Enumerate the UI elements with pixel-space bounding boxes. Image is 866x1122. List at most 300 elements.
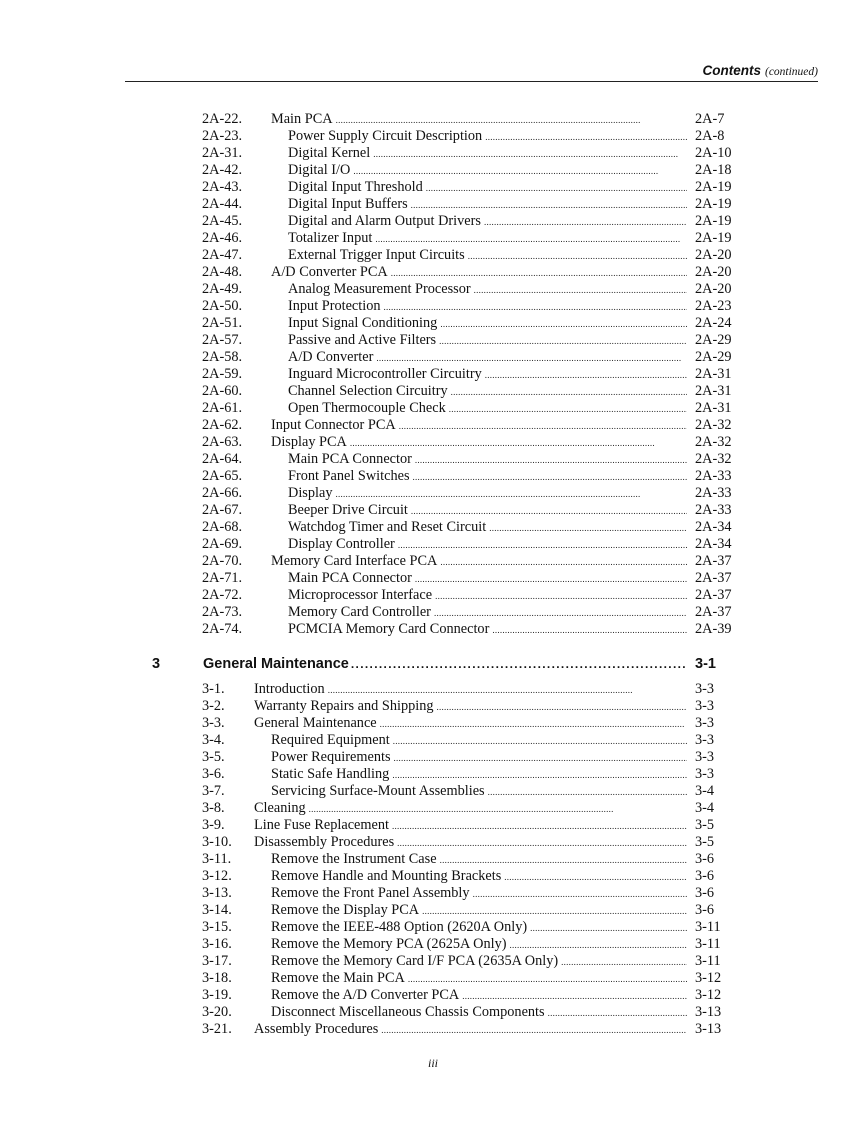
dot-leader	[309, 800, 687, 818]
toc-entry-text	[288, 570, 690, 588]
toc-entry-text	[288, 196, 690, 214]
toc-entry-title: Assembly Procedures	[254, 1021, 379, 1037]
toc-entry-text	[288, 281, 690, 299]
toc-entry-text	[254, 698, 690, 716]
toc-entry-page: 3-12	[695, 987, 722, 1003]
toc-entry-page: 3-3	[695, 715, 715, 731]
toc-entry-page: 2A-31	[695, 400, 732, 416]
dot-leader	[394, 749, 687, 767]
dot-leader	[373, 145, 687, 163]
dot-leader	[468, 247, 687, 265]
toc-entry-text	[254, 834, 690, 852]
toc-entry-text	[288, 247, 690, 265]
toc-entry-page: 2A-37	[695, 553, 732, 569]
toc-entry[interactable]	[0, 817, 866, 834]
toc-entry-page: 3-13	[695, 1004, 722, 1020]
toc-entry-page: 3-4	[695, 783, 715, 799]
toc-entry-title: Warranty Repairs and Shipping	[254, 698, 434, 714]
toc-entry[interactable]	[0, 987, 866, 1004]
toc-entry-page: 3-5	[695, 834, 715, 850]
toc-entry[interactable]	[0, 604, 866, 621]
toc-entry[interactable]	[0, 1021, 866, 1038]
toc-entry-text	[288, 400, 690, 418]
toc-entry-title: Disconnect Miscellaneous Chassis Components	[271, 1004, 545, 1020]
toc-entry-number: 2A-43.	[202, 179, 243, 195]
toc-entry-title: Display	[288, 485, 333, 501]
toc-entry-text	[288, 604, 690, 622]
toc-entry-text	[271, 919, 690, 937]
toc-entry[interactable]	[0, 349, 866, 366]
toc-entry[interactable]	[0, 834, 866, 851]
toc-entry-text	[271, 111, 690, 129]
toc-entry-page: 3-11	[695, 919, 721, 935]
toc-entry-number: 2A-70.	[202, 553, 243, 569]
toc-entry-page: 3-11	[695, 936, 721, 952]
toc-entry-title: Digital and Alarm Output Drivers	[288, 213, 481, 229]
toc-entry-text	[271, 970, 690, 988]
toc-entry-page: 2A-20	[695, 264, 732, 280]
toc-entry-title: A/D Converter PCA	[271, 264, 388, 280]
toc-entry-page: 3-11	[695, 953, 721, 969]
toc-entry-title: Memory Card Interface PCA	[271, 553, 438, 569]
toc-entry[interactable]	[0, 851, 866, 868]
toc-entry-title: Remove the IEEE-488 Option (2620A Only)	[271, 919, 528, 935]
toc-entry[interactable]	[0, 519, 866, 536]
toc-entry-page: 2A-34	[695, 519, 732, 535]
dot-leader	[440, 315, 687, 333]
toc-entry[interactable]	[0, 128, 866, 145]
dot-leader	[485, 128, 687, 146]
toc-entry-text	[288, 230, 690, 248]
dot-leader	[484, 213, 687, 231]
toc-entry-number: 2A-59.	[202, 366, 243, 382]
toc-entry-title: Digital I/O	[288, 162, 351, 178]
toc-entry-number: 2A-47.	[202, 247, 243, 263]
toc-entry-number: 2A-64.	[202, 451, 243, 467]
dot-leader	[397, 834, 687, 852]
chapter-page: 3-1	[695, 656, 716, 672]
dot-leader	[422, 902, 687, 920]
toc-entry[interactable]	[0, 681, 866, 698]
toc-entry-number: 2A-61.	[202, 400, 243, 416]
toc-entry-number: 2A-73.	[202, 604, 243, 620]
dot-leader	[381, 1021, 687, 1039]
toc-entry-page: 2A-31	[695, 383, 732, 399]
toc-chapter-row[interactable]	[0, 654, 866, 674]
dot-leader	[504, 868, 687, 886]
toc-entry-page: 2A-32	[695, 434, 732, 450]
toc-entry-page: 3-3	[695, 766, 715, 782]
toc-entry-text	[288, 162, 690, 180]
chapter-number: 3	[152, 656, 161, 672]
toc-entry-title: Digital Input Threshold	[288, 179, 423, 195]
toc-entry-number: 3-7.	[202, 783, 225, 799]
toc-entry-number: 2A-60.	[202, 383, 243, 399]
toc-entry-number: 3-4.	[202, 732, 225, 748]
toc-entry-number: 3-6.	[202, 766, 225, 782]
dot-leader	[384, 298, 687, 316]
dot-leader	[473, 885, 687, 903]
toc-entry-title: Main PCA Connector	[288, 451, 412, 467]
toc-entry-page: 2A-39	[695, 621, 732, 637]
dot-leader	[492, 621, 687, 639]
toc-entry-text	[271, 434, 690, 452]
toc-entry-number: 3-20.	[202, 1004, 232, 1020]
toc-entry[interactable]	[0, 366, 866, 383]
toc-entry-title: Line Fuse Replacement	[254, 817, 389, 833]
dot-leader	[451, 383, 687, 401]
toc-entry-title: PCMCIA Memory Card Connector	[288, 621, 490, 637]
dot-leader	[399, 417, 687, 435]
dot-leader	[449, 400, 687, 418]
dot-leader	[380, 715, 687, 733]
toc-entry-number: 2A-44.	[202, 196, 243, 212]
toc-entry[interactable]	[0, 902, 866, 919]
toc-entry-page: 2A-32	[695, 451, 732, 467]
toc-entry-number: 2A-69.	[202, 536, 243, 552]
toc-entry-text	[288, 519, 690, 537]
toc-entry-page: 2A-19	[695, 179, 732, 195]
dot-leader	[376, 349, 687, 367]
dot-leader	[351, 654, 687, 674]
toc-entry-title: Display Controller	[288, 536, 395, 552]
toc-entry-number: 2A-62.	[202, 417, 243, 433]
toc-entry[interactable]	[0, 332, 866, 349]
toc-entry-number: 3-1.	[202, 681, 225, 697]
toc-entry-title: Display PCA	[271, 434, 347, 450]
toc-entry[interactable]	[0, 715, 866, 732]
toc-entry[interactable]	[0, 885, 866, 902]
toc-entry[interactable]	[0, 451, 866, 468]
toc-entry-text	[288, 315, 690, 333]
toc-entry-number: 2A-57.	[202, 332, 243, 348]
toc-entry-number: 2A-50.	[202, 298, 243, 314]
toc-entry-number: 2A-22.	[202, 111, 243, 127]
header-rule	[125, 81, 818, 82]
toc-entry-text	[288, 145, 690, 163]
toc-entry[interactable]	[0, 936, 866, 953]
dot-leader	[530, 919, 687, 937]
toc-entry-text	[288, 621, 690, 639]
dot-leader	[440, 851, 687, 869]
header-subtitle: (continued)	[764, 66, 818, 78]
toc-entry-number: 2A-72.	[202, 587, 243, 603]
toc-entry[interactable]	[0, 587, 866, 604]
toc-section-3	[0, 681, 866, 1038]
toc-entry-title: Servicing Surface-Mount Assemblies	[271, 783, 485, 799]
toc-entry-title: Main PCA	[271, 111, 333, 127]
toc-entry[interactable]	[0, 196, 866, 213]
toc-entry-page: 2A-37	[695, 570, 732, 586]
toc-entry-number: 3-9.	[202, 817, 225, 833]
toc-entry[interactable]	[0, 570, 866, 587]
toc-entry[interactable]	[0, 315, 866, 332]
toc-section-2a	[0, 111, 866, 638]
toc-entry-title: Totalizer Input	[288, 230, 373, 246]
toc-entry-title: A/D Converter	[288, 349, 374, 365]
toc-entry[interactable]	[0, 485, 866, 502]
dot-leader	[411, 502, 687, 520]
dot-leader	[485, 366, 687, 384]
toc-entry-text	[271, 264, 690, 282]
toc-entry[interactable]	[0, 247, 866, 264]
toc-entry-page: 3-3	[695, 698, 715, 714]
toc-entry-title: Remove the Display PCA	[271, 902, 420, 918]
toc-entry-title: Digital Input Buffers	[288, 196, 408, 212]
toc-entry-title: Power Requirements	[271, 749, 391, 765]
toc-entry-text	[288, 485, 690, 503]
toc-entry-number: 2A-65.	[202, 468, 243, 484]
toc-entry-text	[288, 179, 690, 197]
toc-entry-number: 3-8.	[202, 800, 225, 816]
toc-entry-number: 3-12.	[202, 868, 232, 884]
toc-entry-number: 2A-74.	[202, 621, 243, 637]
toc-entry-page: 2A-19	[695, 213, 732, 229]
dot-leader	[439, 332, 687, 350]
dot-leader	[415, 570, 687, 588]
toc-entry-number: 3-18.	[202, 970, 232, 986]
dot-leader	[434, 604, 687, 622]
toc-entry-page: 2A-23	[695, 298, 732, 314]
toc-entry-page: 2A-24	[695, 315, 732, 331]
toc-entry-number: 2A-71.	[202, 570, 243, 586]
toc-entry-page: 3-3	[695, 749, 715, 765]
dot-leader	[440, 553, 687, 571]
toc-entry-number: 3-11.	[202, 851, 232, 867]
toc-entry-number: 2A-51.	[202, 315, 243, 331]
toc-entry[interactable]	[0, 111, 866, 128]
toc-entry[interactable]	[0, 468, 866, 485]
toc-entry[interactable]	[0, 749, 866, 766]
toc-entry-page: 3-4	[695, 800, 715, 816]
toc-entry-text	[254, 715, 690, 733]
toc-entry-number: 2A-58.	[202, 349, 243, 365]
toc-entry-text	[271, 1004, 690, 1022]
toc-entry-text	[254, 800, 690, 818]
chapter-title: General Maintenance	[203, 656, 349, 672]
toc-entry-title: Inguard Microcontroller Circuitry	[288, 366, 482, 382]
dot-leader	[335, 485, 687, 503]
toc-entry[interactable]	[0, 179, 866, 196]
toc-entry-title: General Maintenance	[254, 715, 377, 731]
toc-entry[interactable]	[0, 698, 866, 715]
toc-entry-page: 2A-34	[695, 536, 732, 552]
toc-entry-text	[271, 417, 690, 435]
toc-entry[interactable]	[0, 553, 866, 570]
toc-entry-title: Microprocessor Interface	[288, 587, 433, 603]
toc-entry[interactable]	[0, 281, 866, 298]
dot-leader	[488, 783, 687, 801]
toc-entry-text	[271, 987, 690, 1005]
toc-entry-page: 2A-19	[695, 230, 732, 246]
toc-entry[interactable]	[0, 383, 866, 400]
toc-entry-title: Open Thermocouple Check	[288, 400, 446, 416]
toc-entry-title: Passive and Active Filters	[288, 332, 437, 348]
toc-entry-text	[271, 851, 690, 869]
dot-leader	[392, 817, 687, 835]
toc-entry[interactable]	[0, 868, 866, 885]
toc-entry-text	[288, 213, 690, 231]
toc-entry-page: 2A-8	[695, 128, 725, 144]
toc-entry-page: 2A-29	[695, 349, 732, 365]
toc-entry[interactable]	[0, 400, 866, 417]
toc-entry-number: 2A-42.	[202, 162, 243, 178]
toc-entry[interactable]	[0, 145, 866, 162]
toc-entry-number: 2A-63.	[202, 434, 243, 450]
toc-entry-page: 2A-29	[695, 332, 732, 348]
dot-leader	[413, 468, 687, 486]
toc-entry-number: 3-13.	[202, 885, 232, 901]
toc-entry[interactable]	[0, 766, 866, 783]
toc-entry-number: 2A-67.	[202, 502, 243, 518]
toc-entry[interactable]	[0, 434, 866, 451]
toc-entry-text	[254, 681, 690, 699]
toc-entry[interactable]	[0, 213, 866, 230]
dot-leader	[510, 936, 688, 954]
toc-entry-text	[271, 553, 690, 571]
toc-entry-number: 2A-46.	[202, 230, 243, 246]
toc-entry-title: Introduction	[254, 681, 325, 697]
toc-entry-page: 3-3	[695, 681, 715, 697]
toc-entry-number: 3-2.	[202, 698, 225, 714]
dot-leader	[336, 111, 687, 129]
dot-leader	[411, 196, 687, 214]
toc-entry-text	[271, 885, 690, 903]
toc-entry-page: 2A-37	[695, 604, 732, 620]
toc-entry-text	[271, 749, 690, 767]
toc-entry-number: 2A-45.	[202, 213, 243, 229]
toc-entry-title: Input Signal Conditioning	[288, 315, 438, 331]
dot-leader	[548, 1004, 687, 1022]
toc-entry-page: 2A-19	[695, 196, 732, 212]
toc-entry-number: 2A-31.	[202, 145, 243, 161]
toc-entry-text	[271, 766, 690, 784]
toc-entry-page: 3-5	[695, 817, 715, 833]
toc-entry-page: 3-6	[695, 885, 715, 901]
dot-leader	[437, 698, 687, 716]
toc-entry[interactable]	[0, 536, 866, 553]
toc-entry-title: Static Safe Handling	[271, 766, 390, 782]
toc-entry[interactable]	[0, 783, 866, 800]
toc-entry-title: Remove the Memory Card I/F PCA (2635A Only)	[271, 953, 559, 969]
dot-leader	[391, 264, 687, 282]
toc-entry[interactable]	[0, 298, 866, 315]
toc-entry-title: Remove the A/D Converter PCA	[271, 987, 460, 1003]
toc-entry[interactable]	[0, 230, 866, 247]
toc-entry-text	[271, 902, 690, 920]
toc-entry[interactable]	[0, 162, 866, 179]
toc-entry-page: 3-6	[695, 851, 715, 867]
toc-entry[interactable]	[0, 953, 866, 970]
toc-entry[interactable]	[0, 621, 866, 638]
toc-entry-title: Digital Kernel	[288, 145, 371, 161]
toc-entry[interactable]	[0, 417, 866, 434]
toc-entry-number: 3-5.	[202, 749, 225, 765]
toc-entry[interactable]	[0, 502, 866, 519]
toc-entry-text	[288, 536, 690, 554]
toc-entry-text	[288, 366, 690, 384]
toc-entry-number: 3-17.	[202, 953, 232, 969]
toc-entry-text	[288, 349, 690, 367]
toc-entry-page: 3-6	[695, 868, 715, 884]
toc-entry-text	[271, 936, 690, 954]
toc-entry-text	[254, 817, 690, 835]
toc-entry-page: 3-13	[695, 1021, 722, 1037]
toc-entry[interactable]	[0, 1004, 866, 1021]
toc-entry-title: Remove the Main PCA	[271, 970, 405, 986]
toc-entry-title: Front Panel Switches	[288, 468, 410, 484]
toc-entry-page: 2A-33	[695, 485, 732, 501]
dot-leader	[398, 536, 687, 554]
toc-entry-page: 2A-7	[695, 111, 725, 127]
toc-entry-number: 3-14.	[202, 902, 232, 918]
toc-entry-number: 3-15.	[202, 919, 232, 935]
toc-entry-title: Memory Card Controller	[288, 604, 431, 620]
toc-entry-text	[288, 383, 690, 401]
dot-leader	[328, 681, 687, 699]
toc-entry-page: 2A-20	[695, 281, 732, 297]
toc-entry-text	[271, 783, 690, 801]
toc-entry-page: 2A-18	[695, 162, 732, 178]
toc-entry-page: 2A-31	[695, 366, 732, 382]
toc-entry-title: Remove the Memory PCA (2625A Only)	[271, 936, 507, 952]
toc-entry-title: Beeper Drive Circuit	[288, 502, 408, 518]
toc-entry-title: Cleaning	[254, 800, 306, 816]
dot-leader	[408, 970, 687, 988]
toc-entry[interactable]	[0, 919, 866, 936]
toc-entry-title: Remove the Instrument Case	[271, 851, 437, 867]
toc-entry-text	[254, 1021, 690, 1039]
toc-entry-number: 3-10.	[202, 834, 232, 850]
toc-entry-text	[271, 868, 690, 886]
dot-leader	[350, 434, 687, 452]
toc-entry[interactable]	[0, 264, 866, 281]
dot-leader	[415, 451, 687, 469]
toc-entry-page: 2A-32	[695, 417, 732, 433]
dot-leader	[392, 766, 687, 784]
chapter-entry	[203, 654, 687, 674]
toc-entry-page: 2A-10	[695, 145, 732, 161]
page-number: iii	[427, 1056, 438, 1070]
toc-entry-text	[271, 732, 690, 750]
toc-entry-text	[288, 128, 690, 146]
dot-leader	[435, 587, 687, 605]
toc-entry-text	[271, 953, 690, 971]
toc-entry-number: 2A-48.	[202, 264, 243, 280]
toc-entry-title: Disassembly Procedures	[254, 834, 395, 850]
toc-entry-text	[288, 451, 690, 469]
toc-entry-title: Main PCA Connector	[288, 570, 412, 586]
toc-entry-title: Remove the Front Panel Assembly	[271, 885, 470, 901]
toc-entry-title: Analog Measurement Processor	[288, 281, 471, 297]
toc-entry[interactable]	[0, 970, 866, 987]
toc-entry-title: Input Protection	[288, 298, 381, 314]
dot-leader	[462, 987, 687, 1005]
toc-entry[interactable]	[0, 800, 866, 817]
dot-leader	[393, 732, 687, 750]
toc-entry-title: External Trigger Input Circuits	[288, 247, 465, 263]
toc-entry[interactable]	[0, 732, 866, 749]
toc-entry-page: 3-12	[695, 970, 722, 986]
toc-entry-page: 3-3	[695, 732, 715, 748]
toc-entry-text	[288, 332, 690, 350]
toc-entry-title: Input Connector PCA	[271, 417, 396, 433]
toc-entry-number: 2A-66.	[202, 485, 243, 501]
toc-entry-page: 2A-37	[695, 587, 732, 603]
toc-entry-number: 3-21.	[202, 1021, 232, 1037]
toc-entry-page: 3-6	[695, 902, 715, 918]
toc-entry-number: 2A-49.	[202, 281, 243, 297]
